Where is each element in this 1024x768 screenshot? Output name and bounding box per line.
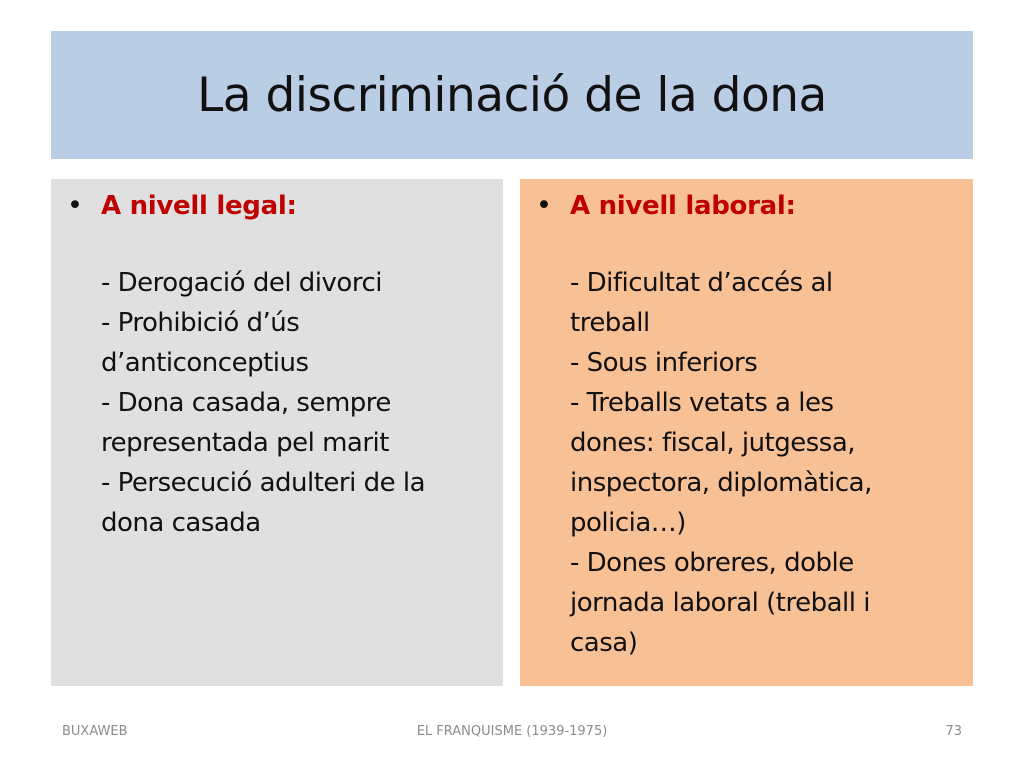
legal-list <box>67 263 493 543</box>
footer-author: BUXAWEB <box>62 724 128 739</box>
labor-line: policia…) <box>570 508 686 538</box>
bullet-icon: • <box>536 190 552 221</box>
labor-heading-row <box>536 187 963 225</box>
legal-line: - Persecució adulteri de la <box>101 468 426 498</box>
bullet-icon: • <box>67 190 83 221</box>
footer-topic: EL FRANQUISME (1939-1975) <box>416 724 608 739</box>
labor-panel <box>520 179 973 686</box>
legal-line: dona casada <box>101 508 261 538</box>
labor-line: - Sous inferiors <box>570 348 758 378</box>
labor-list <box>536 263 963 663</box>
legal-line: - Prohibició d’ús <box>101 308 300 338</box>
legal-line: - Dona casada, sempre <box>101 388 391 418</box>
labor-line: jornada laboral (treball i <box>570 588 870 618</box>
slide-title: La discriminació de la dona <box>197 67 827 123</box>
labor-line: - Dificultat d’accés al <box>570 268 833 298</box>
labor-line: - Dones obreres, doble <box>570 548 854 578</box>
title-banner <box>51 31 973 159</box>
legal-line: representada pel marit <box>101 428 389 458</box>
slide-number: 73 <box>945 724 962 739</box>
legal-heading: A nivell legal: <box>101 191 297 221</box>
labor-line: inspectora, diplomàtica, <box>570 468 872 498</box>
labor-line: treball <box>570 308 650 338</box>
labor-line: casa) <box>570 628 638 658</box>
labor-line: dones: fiscal, jutgessa, <box>570 428 856 458</box>
labor-line: - Treballs vetats a les <box>570 388 834 418</box>
legal-panel <box>51 179 503 686</box>
legal-heading-row <box>67 187 493 225</box>
legal-line: - Derogació del divorci <box>101 268 382 298</box>
labor-heading: A nivell laboral: <box>570 191 796 221</box>
legal-line: d’anticonceptius <box>101 348 309 378</box>
